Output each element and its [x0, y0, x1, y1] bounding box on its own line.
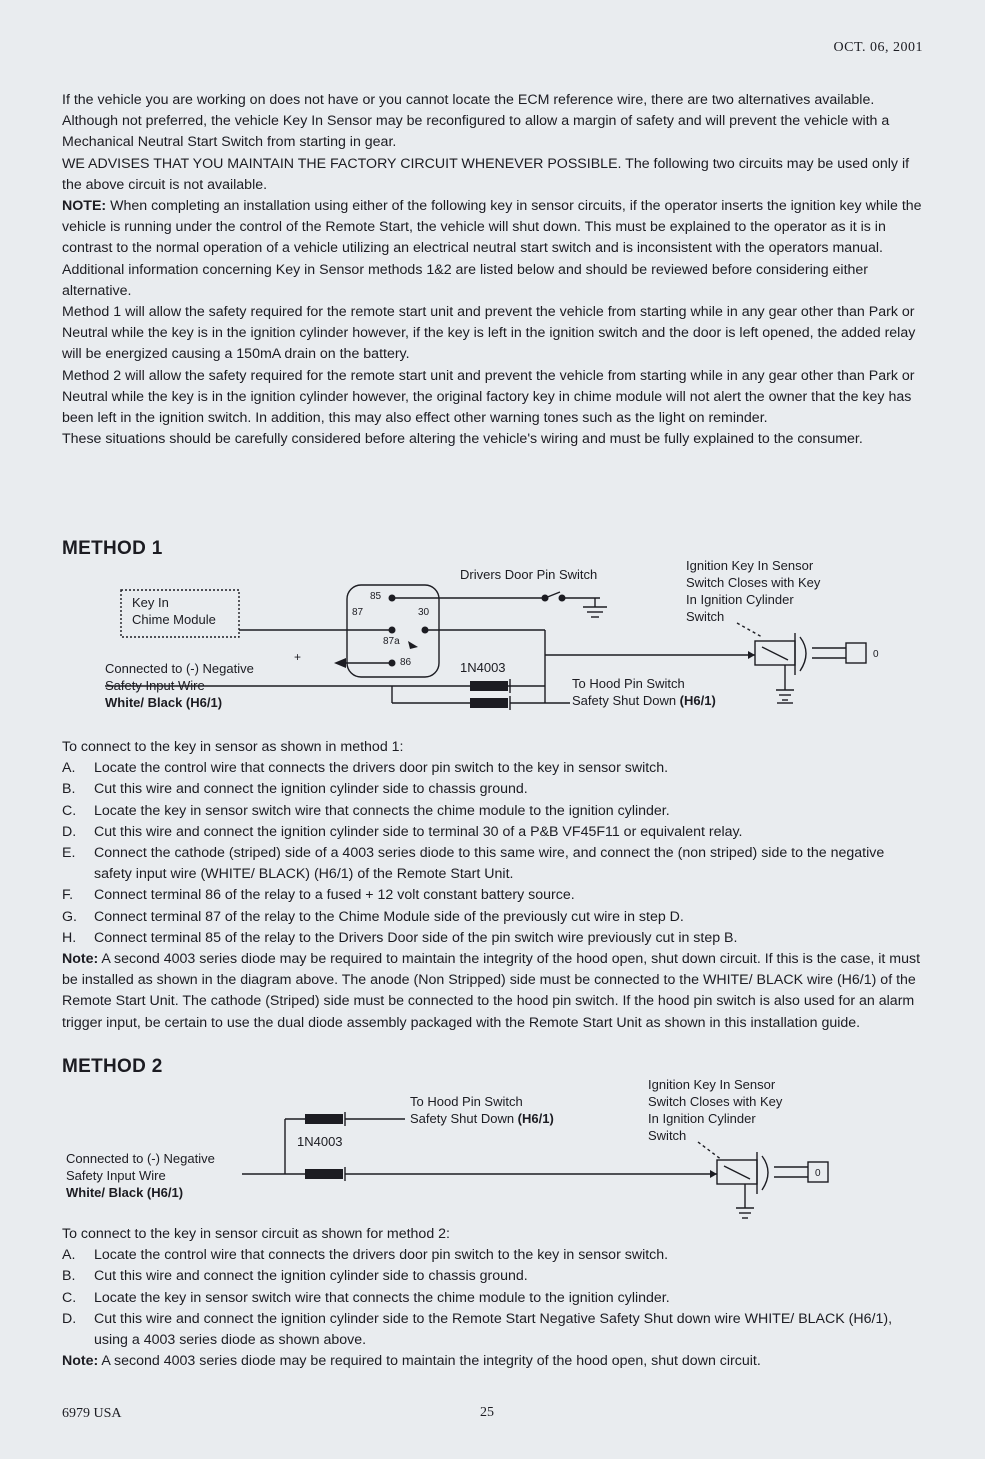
- step-item: [62, 1288, 924, 1309]
- pin-87a: 87a: [383, 636, 400, 647]
- method1-instructions: [62, 737, 924, 1034]
- intro-section: [62, 90, 924, 450]
- step-text: Connect the cathode (striped) side of a 4003 series diode to this same wire, and connect the (non striped) side to the negative safety input wire (WHITE/ BLACK) (H6/1) of the Remote Start Unit.: [94, 845, 885, 883]
- step-item: [62, 907, 924, 928]
- diode-label: 1N4003: [297, 1134, 343, 1149]
- method1-step-list: [62, 758, 924, 949]
- hood-label-2: Safety Shut Down (H6/1): [572, 693, 716, 708]
- note-label: NOTE:: [62, 198, 107, 215]
- method2-step-list: [62, 1245, 924, 1351]
- intro-paragraph: If the vehicle you are working on does not have or you cannot locate the ECM reference wire, there are two alternatives available. Although not preferred, the vehicle Key In Sensor may be reconfigured to allow a margin of safety and will prevent the vehicle with a Mechanical Neutral Start Switch from starting in gear.: [62, 92, 890, 151]
- step-label: H.: [62, 929, 77, 946]
- note-text: A second 4003 series diode may be required to maintain the integrity of the hood open, shut down circuit.: [98, 1353, 761, 1370]
- pin-86: 86: [400, 657, 412, 668]
- pin-87: 87: [352, 607, 364, 618]
- diode-label: 1N4003: [460, 660, 506, 675]
- step-text: Connect terminal 86 of the relay to a fused + 12 volt constant battery source.: [94, 887, 575, 904]
- intro-paragraph: Method 2 will allow the safety required for the remote start unit and prevent the vehicle from starting while in any gear other than Park or Neutral while the key is in the ignition cylinder however, the original factory key in chime module will not alert the owner that the key has been left in the ignition switch. In addition, this may also effect other warning tones such as the light on reminder.: [62, 367, 915, 427]
- intro-paragraph: These situations should be carefully considered before altering the vehicle's wiring and must be fully explained to the consumer.: [62, 431, 863, 448]
- step-label: G.: [62, 908, 77, 925]
- diode-body: [305, 1114, 343, 1124]
- method2-heading: METHOD 2: [62, 1056, 163, 1077]
- ign-label-4: Switch: [686, 609, 725, 624]
- sensor-terminal-glyph: 0: [815, 1168, 821, 1179]
- note-text: When completing an installation using either of the following key in sensor circuits, if the operator inserts the ignition key while the vehicle is running under the control of the Remote Start, the vehicle will shut down. This must be explained to the operator as it is in contrast to the normal operation of a vehicle utilizing an electrical neutral start switch and is inconsistent with the operators manual.: [62, 198, 922, 257]
- step-label: D.: [62, 1310, 77, 1327]
- neg-label-2: Safety Input Wire: [105, 678, 205, 693]
- method2-intro: To connect to the key in sensor circuit as shown for method 2:: [62, 1226, 450, 1242]
- step-item: [62, 843, 924, 885]
- chime-label-1: Key In: [132, 595, 169, 610]
- ign-label-1: Ignition Key In Sensor: [648, 1077, 776, 1092]
- method1-heading: METHOD 1: [62, 538, 163, 559]
- neg-label-1: Connected to (-) Negative: [66, 1151, 215, 1166]
- step-text: Locate the control wire that connects the drivers door pin switch to the key in sensor switch.: [94, 760, 669, 777]
- step-text: Cut this wire and connect the ignition cylinder side to chassis ground.: [94, 781, 528, 798]
- ign-label-2: Switch Closes with Key: [686, 575, 821, 590]
- door-switch-label: Drivers Door Pin Switch: [460, 567, 598, 582]
- step-label: F.: [62, 887, 74, 904]
- step-item: [62, 758, 924, 779]
- intro-paragraph: WE ADVISES THAT YOU MAINTAIN THE FACTORY CIRCUIT WHENEVER POSSIBLE. The following two circuits may be used only if the above circuit is not available.: [62, 155, 910, 193]
- step-item: [62, 1309, 924, 1351]
- diode-body: [470, 681, 508, 691]
- neg-label-2: Safety Input Wire: [66, 1168, 166, 1183]
- ign-label-2: Switch Closes with Key: [648, 1094, 783, 1109]
- step-item: [62, 1266, 924, 1287]
- neg-label-1: Connected to (-) Negative: [105, 661, 254, 676]
- step-label: D.: [62, 823, 77, 840]
- pin-85: 85: [370, 591, 382, 602]
- step-text: Locate the key in sensor switch wire that connects the chime module to the ignition cylinder.: [94, 1289, 670, 1306]
- method1-note: [62, 949, 924, 1034]
- ign-label-3: In Ignition Cylinder: [648, 1111, 756, 1126]
- intro-paragraph: Method 1 will allow the safety required for the remote start unit and prevent the vehicle from starting while in any gear other than Park or Neutral while the key is in the ignition cylinder however, if the key is left in the ignition switch and the door is left opened, the added relay will be energized causing a 150mA drain on the battery.: [62, 304, 916, 363]
- page-number: 25: [480, 1405, 494, 1420]
- hood-label-1: To Hood Pin Switch: [572, 676, 685, 691]
- plus-sign: +: [294, 650, 302, 664]
- step-text: Locate the key in sensor switch wire that connects the chime module to the ignition cylinder.: [94, 802, 670, 819]
- method1-intro: To connect to the key in sensor as shown in method 1:: [62, 739, 404, 755]
- hood-label-1: To Hood Pin Switch: [410, 1094, 523, 1109]
- step-label: B.: [62, 1268, 76, 1285]
- neg-label-3: White/ Black (H6/1): [105, 695, 223, 710]
- pin-30: 30: [418, 607, 430, 618]
- method1-wiring-diagram: [0, 555, 985, 720]
- step-text: Cut this wire and connect the ignition cylinder side to the Remote Start Negative Safety Shut down wire WHITE/ BLACK (H6/1), using a 4003 series diode as shown above.: [94, 1310, 893, 1349]
- note-paragraph: [62, 196, 924, 260]
- step-label: A.: [62, 1247, 76, 1264]
- step-item: [62, 928, 924, 949]
- step-text: Cut this wire and connect the ignition cylinder side to chassis ground.: [94, 1268, 528, 1285]
- step-label: E.: [62, 845, 76, 862]
- ign-label-4: Switch: [648, 1128, 687, 1143]
- step-text: Cut this wire and connect the ignition cylinder side to terminal 30 of a P&B VF45F11 or equivalent relay.: [94, 823, 743, 840]
- step-item: [62, 885, 924, 906]
- footer-model: 6979 USA: [62, 1406, 122, 1421]
- step-item: [62, 801, 924, 822]
- diode-body: [470, 698, 508, 708]
- document-date: OCT. 06, 2001: [833, 40, 923, 55]
- hood-label-2: Safety Shut Down (H6/1): [410, 1111, 554, 1126]
- step-label: A.: [62, 760, 76, 777]
- step-label: C.: [62, 802, 77, 819]
- ign-label-1: Ignition Key In Sensor: [686, 558, 814, 573]
- step-text: Connect terminal 87 of the relay to the Chime Module side of the previously cut wire in step D.: [94, 908, 684, 925]
- note-text: A second 4003 series diode may be required to maintain the integrity of the hood open, shut down circuit. If this is the case, it must be installed as shown in the diagram above. The anode (Non Stripped) side must be connected to the WHITE/ BLACK wire (H6/1) of the Remote Start Unit. The cathode (Striped) side must be connected to the hood pin switch. If the hood pin switch is also used for an alarm trigger input, be certain to use the dual diode assembly packaged with the Remote Start Unit as shown in this installation guide.: [62, 951, 921, 1031]
- note-label: Note:: [62, 1353, 99, 1370]
- intro-paragraph: Additional information concerning Key in Sensor methods 1&2 are listed below and should be reviewed before considering either alternative.: [62, 261, 869, 299]
- ign-label-3: In Ignition Cylinder: [686, 592, 794, 607]
- step-label: C.: [62, 1289, 77, 1306]
- method2-wiring-diagram: [0, 1070, 985, 1220]
- note-label: Note:: [62, 951, 99, 968]
- step-label: B.: [62, 781, 76, 798]
- diode-body: [305, 1169, 343, 1179]
- neg-label-3: White/ Black (H6/1): [66, 1185, 184, 1200]
- method2-instructions: [62, 1224, 924, 1372]
- chime-label-2: Chime Module: [132, 612, 216, 627]
- sensor-terminal-glyph: 0: [873, 649, 879, 660]
- step-item: [62, 1245, 924, 1266]
- method2-note: [62, 1351, 924, 1372]
- step-text: Locate the control wire that connects the drivers door pin switch to the key in sensor switch.: [94, 1247, 669, 1264]
- step-item: [62, 779, 924, 800]
- step-text: Connect terminal 85 of the relay to the Drivers Door side of the pin switch wire previously cut in step B.: [94, 929, 738, 946]
- step-item: [62, 822, 924, 843]
